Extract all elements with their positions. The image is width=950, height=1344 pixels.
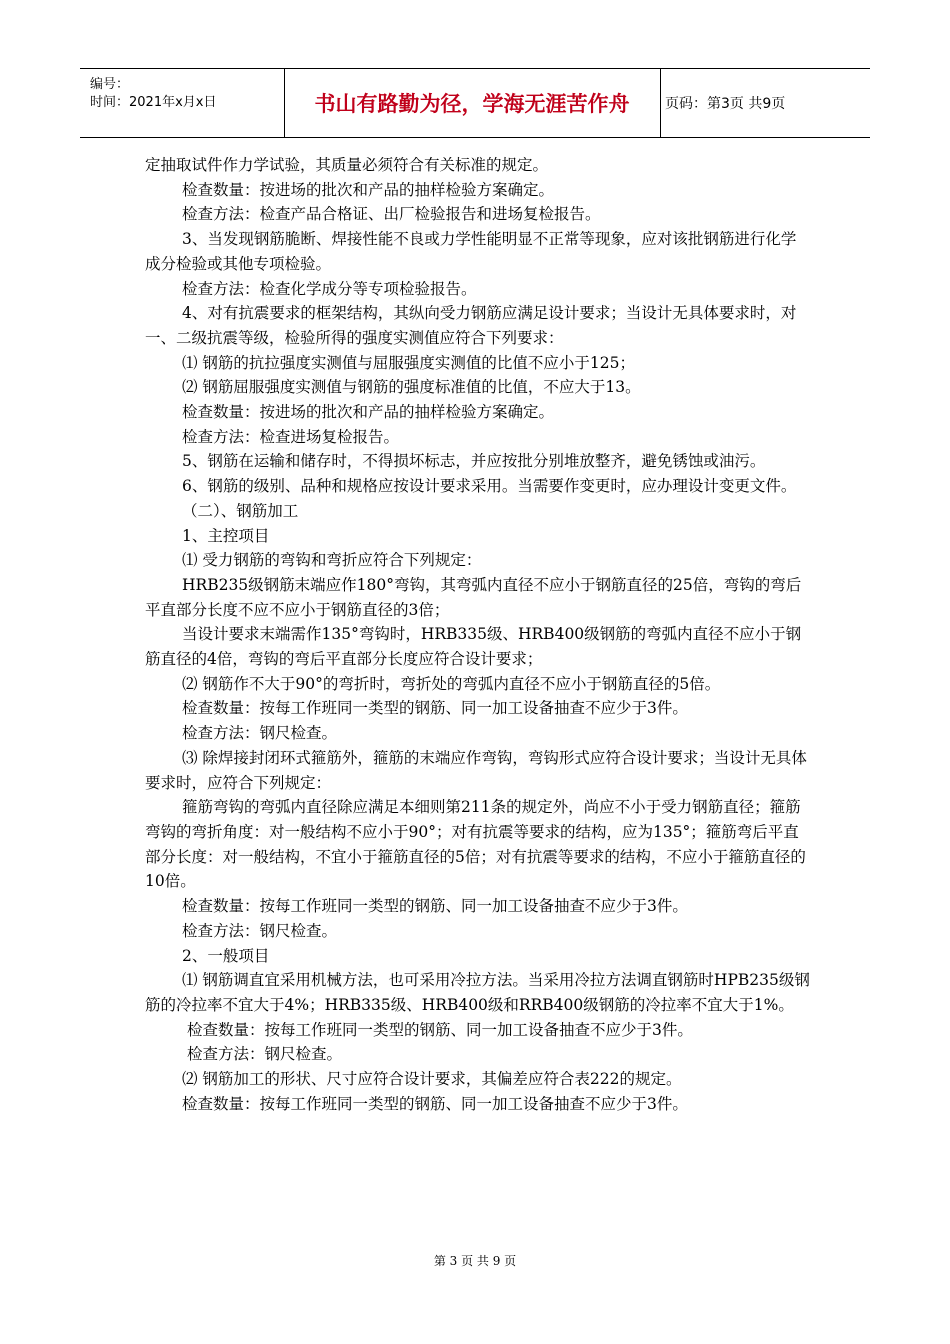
body-paragraph: 检查数量：按每工作班同一类型的钢筋、同一加工设备抽查不应少于3件。 [182,897,688,916]
body-paragraph: HRB235级钢筋末端应作180°弯钩，其弯弧内直径不应小于钢筋直径的25倍，弯钩的弯后平直部分长度不应不应小于钢筋直径的3倍； [145,575,802,619]
body-paragraph: （二）、钢筋加工 [182,501,299,520]
document-body [145,153,810,1116]
body-paragraph: 箍筋弯钩的弯弧内直径除应满足本细则第211条的规定外，尚应不小于受力钢筋直径；箍筋弯钩的弯折角度：对一般结构不应小于90°；对有抗震等要求的结构，应为135°；箍筋弯后平直部分长度：对一般结构，不宜小于箍筋直径的5倍；对有抗震等要求的结构，不应小于箍筋直径的10倍。 [145,798,806,891]
body-paragraph: 检查数量：按每工作班同一类型的钢筋、同一加工设备抽查不应少于3件。 [187,1020,693,1039]
body-paragraph: 检查方法：检查进场复检报告。 [182,427,400,446]
body-paragraph: 检查方法：钢尺检查。 [187,1045,343,1064]
body-paragraph: 3、当发现钢筋脆断、焊接性能不良或力学性能明显不正常等现象，应对该批钢筋进行化学成分检验或其他专项检验。 [145,230,797,273]
body-paragraph: 定抽取试件作力学试验，其质量必须符合有关标准的规定。 [145,156,549,174]
body-paragraph: 检查方法：钢尺检查。 [182,921,338,940]
body-paragraph: ⑴ 钢筋调直宜采用机械方法，也可采用冷拉方法。当采用冷拉方法调直钢筋时HPB235级钢筋的冷拉率不宜大于4%；HRB335级、HRB400级和RRB400级钢筋的冷拉率不宜大于1%。 [145,971,810,1014]
body-paragraph: 2、一般项目 [182,946,270,965]
page-footer: 第 3 页 共 9 页 [433,1254,517,1268]
body-paragraph: 检查数量：按进场的批次和产品的抽样检验方案确定。 [182,403,555,422]
body-paragraph: ⑴ 钢筋的抗拉强度实测值与屈服强度实测值的比值不应小于125； [182,353,636,372]
body-paragraph: ⑵ 钢筋屈服强度实测值与钢筋的强度标准值的比值，不应大于13。 [182,378,641,397]
body-paragraph: 检查方法：检查化学成分等专项检验报告。 [182,279,477,298]
body-paragraph: ⑵ 钢筋作不大于90°的弯折时，弯折处的弯弧内直径不应小于钢筋直径的5倍。 [182,674,721,693]
body-paragraph: 检查数量：按每工作班同一类型的钢筋、同一加工设备抽查不应少于3件。 [182,699,688,718]
body-paragraph: 6、钢筋的级别、品种和规格应按设计要求采用。当需要作变更时，应办理设计变更文件。 [182,477,797,496]
serial-label: 编号： [90,77,130,92]
body-paragraph: ⑴ 受力钢筋的弯钩和弯折应符合下列规定： [182,551,482,570]
body-paragraph: ⑵ 钢筋加工的形状、尺寸应符合设计要求，其偏差应符合表222的规定。 [182,1070,682,1089]
body-paragraph: ⑶ 除焊接封闭环式箍筋外，箍筋的末端应作弯钩，弯钩形式应符合设计要求；当设计无具体要求时，应符合下列规定： [145,748,807,792]
body-paragraph: 检查方法：钢尺检查。 [182,724,338,743]
header-meta [80,69,284,137]
body-paragraph: 5、钢筋在运输和储存时，不得损坏标志，并应按批分别堆放整齐，避免锈蚀或油污。 [182,452,766,471]
body-paragraph: 4、对有抗震要求的框架结构，其纵向受力钢筋应满足设计要求；当设计无具体要求时，对一、二级抗震等级，检验所得的强度实测值应符合下列要求： [145,304,797,347]
body-paragraph: 检查数量：按进场的批次和产品的抽样检验方案确定。 [182,180,555,199]
header-page-info: 页码：第3页 共9页 [665,96,786,112]
body-paragraph: 当设计要求末端需作135°弯钩时，HRB335级、HRB400级钢筋的弯弧内直径不应小于钢筋直径的4倍，弯钩的弯后平直部分长度应符合设计要求； [145,625,802,669]
body-paragraph: 检查方法：检查产品合格证、出厂检验报告和进场复检报告。 [182,205,601,224]
body-paragraph: 检查数量：按每工作班同一类型的钢筋、同一加工设备抽查不应少于3件。 [182,1094,688,1113]
date-label: 时间：2021年x月x日 [90,95,217,110]
body-paragraph: 1、主控项目 [182,526,270,545]
header-motto: 书山有路勤为径，学海无涯苦作舟 [314,92,630,116]
page-header [80,68,870,138]
